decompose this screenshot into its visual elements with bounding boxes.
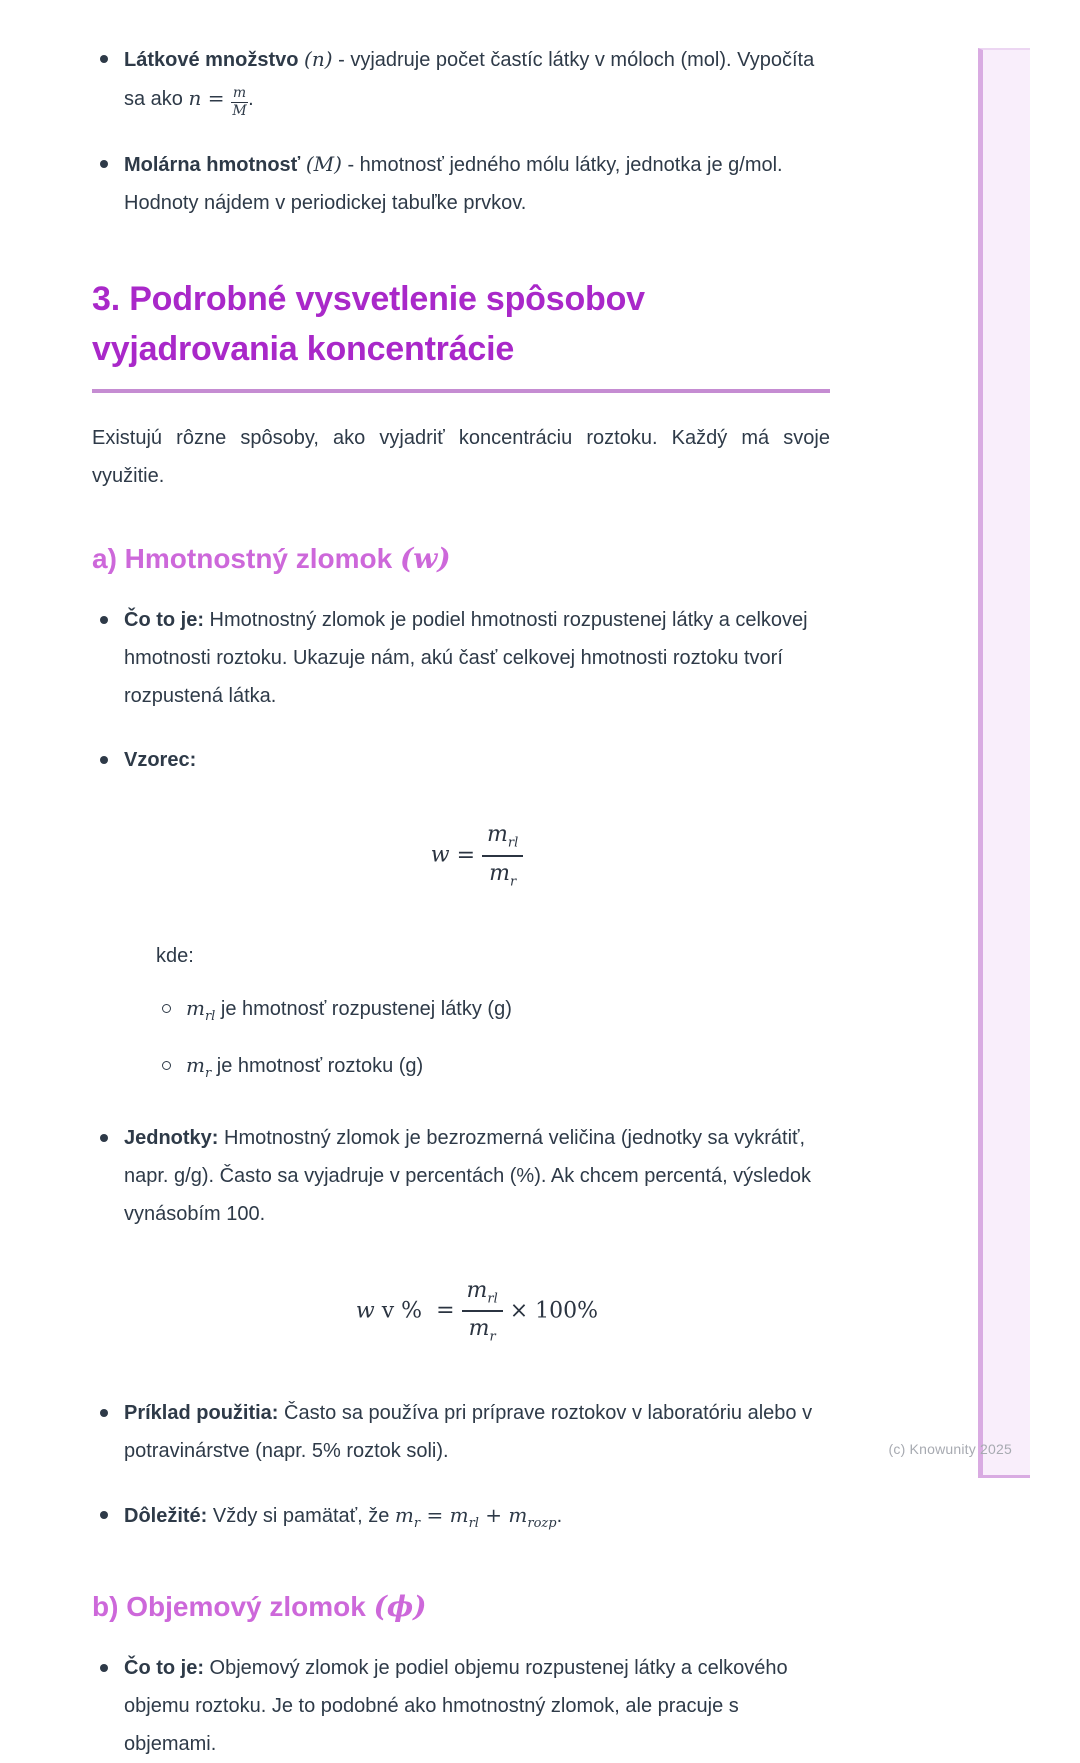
mass-fraction-formula [124,821,830,890]
math-times-100: × 100% [502,1298,599,1324]
lead-label: Čo to je: [124,609,204,632]
variable-explanations-list [124,989,830,1093]
math-var-m: m [449,1502,469,1527]
math-equals: = [420,1502,450,1527]
fraction [462,1277,503,1346]
bullet-icon [100,1511,108,1519]
math-var-m: m [468,1316,490,1342]
math-subscript-rl: rl [487,1291,498,1307]
math-symbol-phi: (ϕ) [373,1589,427,1623]
math-subscript-rl: rl [468,1515,479,1531]
math-var-m: m [487,822,508,848]
heading-line-1: 3. Podrobné vysvetlenie spôsobov [92,280,645,319]
math-var: n [188,86,202,110]
list-item-co-to-je-b [92,1649,830,1763]
definitions-list [92,40,830,222]
math-var-m: m [489,861,510,887]
explanation-text: je hmotnosť rozpustenej látky (g) [215,997,512,1020]
side-highlight-strip [978,48,1030,1478]
lead-label: Čo to je: [124,1656,204,1679]
math-subscript-r: r [509,874,517,890]
math-symbol-n: (n) [304,47,333,71]
period: . [248,88,254,110]
bullet-icon [100,160,108,168]
fraction-denominator [482,857,523,891]
subsection-b-title-text: b) Objemový zlomok [92,1590,374,1622]
circle-bullet-icon [162,1061,171,1070]
fraction-denominator [462,1312,503,1346]
inline-equation [188,84,248,119]
kde-label: kde: [156,944,194,967]
body-text: Vždy si pamätať, že [207,1504,395,1527]
math-var-m: m [186,1052,205,1077]
list-item-molarna-hmotnost [92,145,830,222]
list-item-priklad [92,1394,830,1470]
math-symbol-M: (M) [305,152,342,177]
heading-line-2: vyjadrovania koncentrácie [92,330,515,369]
math-equals: = [201,86,231,110]
period: . [556,1504,563,1527]
math-equals: = [456,843,476,869]
bullet-icon [100,1134,108,1142]
fraction [482,821,523,890]
subsection-b-list [92,1649,830,1763]
math-var-m: m [394,1502,414,1527]
document-content [92,40,830,1763]
list-item-vzorec [92,741,830,1092]
lead-label: Vzorec: [124,749,197,772]
intro-paragraph: Existujú rôzne spôsoby, ako vyjadriť koncentráciu roztoku. Každý má svoje využitie. [92,427,830,488]
section-3-heading [92,274,830,374]
math-subscript-r: r [413,1515,421,1531]
definition-text: - hmotnosť jedného mólu látky, jednotka je g/mol. Hodnoty nájdem v periodickej tabuľke prvkov. [124,154,783,215]
fraction-denominator: M [232,103,247,119]
bullet-icon [100,1664,108,1672]
sub-list-item-mr [156,1046,830,1093]
bullet-icon [100,616,108,624]
body-text: Hmotnostný zlomok je podiel hmotnosti rozpustenej látky a celkovej hmotnosti roztoku. Ukazuje nám, akú časť celkovej hmotnosti roztoku tvorí rozpustená látka. [124,609,808,708]
sub-list-item-mrl [156,989,830,1036]
body-text: Často sa používa pri príprave roztokov v laboratóriu alebo v potravinárstve (napr. 5% roztok soli). [124,1401,813,1462]
math-var-w: w [430,843,450,869]
lead-label: Príklad použitia: [124,1401,279,1424]
fraction-numerator [482,821,523,857]
math-subscript-rl: rl [204,1008,216,1024]
math-subscript-r: r [489,1329,496,1345]
math-text-v-percent: v % [374,1298,430,1324]
math-equals: = [436,1298,455,1324]
list-item-jednotky [92,1119,830,1346]
math-var-m: m [508,1502,528,1527]
list-item-dolezite [92,1496,830,1543]
math-var-w: w [355,1298,375,1324]
fraction-numerator: m [231,86,248,103]
explanation-text: je hmotnosť roztoku (g) [211,1054,424,1077]
math-var-m: m [186,995,205,1020]
subsection-b-heading [92,1589,830,1625]
fraction-numerator [462,1277,503,1313]
term-label: Látkové množstvo [124,49,305,71]
bullet-icon [100,55,108,63]
body-text: Objemový zlomok je podiel objemu rozpustenej látky a celkového objemu roztoku. Je to podobné ako hmotnostný zlomok, ale pracuje s objemami. [124,1656,788,1755]
math-subscript-r: r [204,1065,212,1081]
math-symbol-w: (w) [400,542,451,576]
inline-equation [394,1502,557,1531]
math-plus: + [478,1502,509,1527]
lead-label: Dôležité: [124,1504,208,1527]
bullet-icon [100,756,108,764]
subsection-a-heading [92,541,830,577]
math-subscript-rozp: rozp [527,1515,557,1531]
lead-label: Jednotky: [124,1126,219,1149]
percent-formula [124,1277,830,1346]
circle-bullet-icon [162,1004,171,1013]
list-item-co-to-je [92,601,830,715]
heading-underline [92,389,830,393]
subsection-a-list [92,601,830,1543]
math-var-m: m [466,1277,488,1303]
copyright-note: (c) Knowunity 2025 [888,1441,1012,1457]
subsection-a-title-text: a) Hmotnostný zlomok [92,543,401,575]
list-item-latkove-mnozstvo [92,40,830,119]
bullet-icon [100,1409,108,1417]
body-text: Hmotnostný zlomok je bezrozmerná veličina (jednotky sa vykrátiť, napr. g/g). Často sa vyjadruje v percentách (%). Ak chcem percentá, výsledok vynásobím 100. [124,1126,811,1225]
definition-text: - vyjadruje počet častíc látky v móloch (mol). Vypočíta sa ako [124,49,815,110]
math-subscript-rl: rl [507,835,519,851]
inline-fraction [231,86,248,120]
term-label: Molárna hmotnosť [124,154,306,177]
